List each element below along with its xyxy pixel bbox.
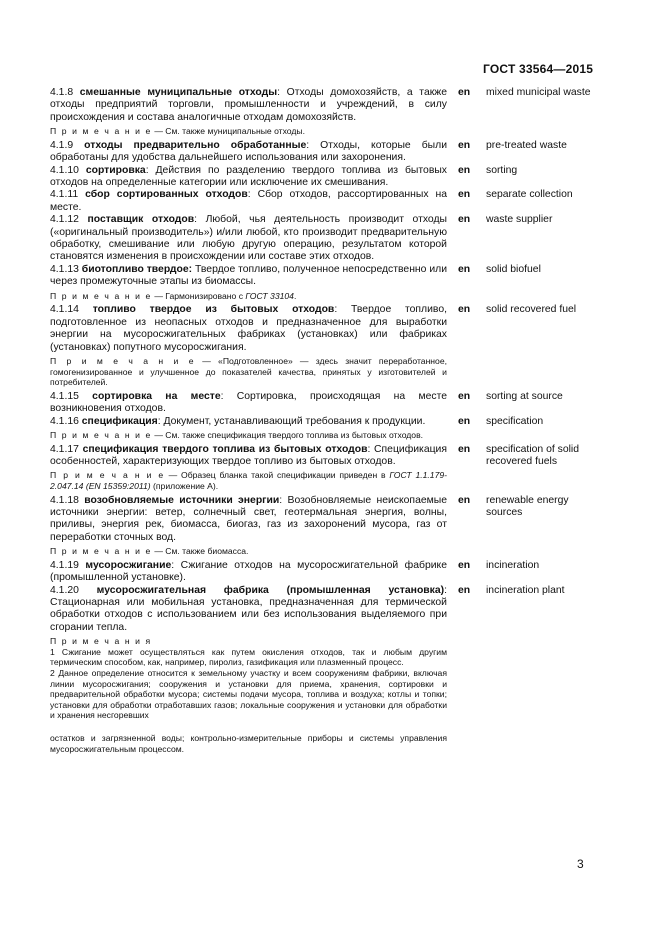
term-entry: [50, 391, 610, 416]
term-definition: 4.1.15 сортировка на месте: Сортировка, происходящая на месте возникновения отходов.: [50, 390, 447, 415]
term-name: смешанные муниципальные отходы: [79, 87, 278, 98]
term-entry: [50, 304, 610, 354]
standard-header: ГОСТ 33564—2015: [483, 62, 594, 76]
notes-title: П р и м е ч а н и я: [50, 636, 152, 647]
lang-tag: en: [458, 584, 471, 596]
english-term: incineration plant: [486, 584, 565, 596]
english-term: solid recovered fuel: [486, 304, 577, 316]
english-term: specification: [486, 415, 544, 427]
page-number: 3: [577, 857, 584, 871]
term-name: поставщик отходов: [87, 214, 195, 226]
term-note: П р и м е ч а н и е — Образец бланка такой спецификации приведен в ГОСТ 1.1.179-2.047.14 (EN 15359:2011) (приложение А).: [50, 470, 448, 491]
term-note: П р и м е ч а н и е — См. также спецификация твердого топлива из бытовых отходов.: [50, 429, 424, 440]
english-term: sorting at source: [486, 390, 563, 402]
lang-tag: en: [458, 87, 471, 98]
term-definition: 4.1.12 поставщик отходов: Любой, чья деятельность производит отходы («оригинальный производитель») и/или любой, кто производит предварительную обработку, смешивание или любую другую операцию, результатом которой становятся изменения в происхождении или составе этих отходов.: [50, 214, 447, 263]
english-term: renewable energy sources: [486, 494, 569, 518]
term-definition: 4.1.20 мусоросжигательная фабрика (промышленная установка): Стационарная или мобильная установка, предназначенная для термической обработки отходов с использованием или без использования выделяемого при сгорании тепла.: [50, 584, 448, 633]
term-entry: [50, 87, 610, 124]
term-name: мусоросжигание: [85, 559, 172, 571]
term-name: спецификация: [81, 415, 158, 427]
lang-tag: en: [458, 415, 471, 427]
term-definition: 4.1.17 спецификация твердого топлива из бытовых отходов: Спецификация особенностей, характеризующих твердое топливо из бытовых отходов.: [50, 443, 447, 467]
final-notes: [50, 636, 447, 754]
document-body: [50, 87, 610, 754]
term-note: П р и м е ч а н и е — См. также биомасса.: [50, 546, 249, 557]
term-entry: [50, 444, 610, 469]
lang-tag: en: [458, 139, 471, 151]
english-term: incineration: [486, 559, 540, 571]
term-entry: [50, 189, 610, 214]
term-name: сбор сортированных отходов: [85, 189, 248, 201]
term-name: сортировка: [85, 164, 146, 176]
term-definition: 4.1.19 мусоросжигание: Сжигание отходов на мусоросжигательной фабрике (промышленной установке).: [50, 559, 447, 584]
lang-tag: en: [458, 390, 471, 402]
term-entry: [50, 585, 610, 635]
term-note: П р и м е ч а н и е — «Подготовленное» — здесь значит переработанное, гомогенизированное и улучшенное до показателей качества, принятых у изготовителей и потребителей.: [50, 355, 448, 388]
term-entry: [50, 495, 610, 545]
term-definition: 4.1.16 спецификация: Документ, устанавливающий требования к продукции.: [50, 415, 426, 427]
english-term: sorting: [486, 164, 518, 176]
term-definition: 4.1.9 отходы предварительно обработанные: Отходы, которые были обработаны для удобства дальнейшего использования или захоронения.: [50, 139, 447, 164]
lang-tag: en: [458, 164, 471, 176]
lang-tag: en: [458, 494, 471, 506]
term-name: топливо твердое из бытовых отходов: [92, 304, 335, 316]
note-2b: остатков и загрязненной воды; контрольно-измерительные приборы и системы управления мусоросжигательным процессом.: [50, 732, 447, 754]
term-definition: 4.1.8 смешанные муниципальные отходы: Отходы домохозяйств, а также отходы предприятий торговли, промышленности и учреждений, в силу происхождения и состава аналогичные отходам домохозяйств.: [50, 87, 448, 123]
term-name: сортировка на месте: [92, 390, 221, 402]
english-term: specification of solid recovered fuels: [486, 443, 579, 467]
english-term: mixed municipal waste: [486, 87, 591, 98]
lang-tag: en: [458, 263, 471, 275]
note-1: 1 Сжигание может осуществляться как путем окисления отходов, так и любым другим термическим способом, как, например, пиролиз, газификация или плазменный процесс.: [50, 646, 447, 668]
english-term: waste supplier: [486, 214, 553, 226]
term-entry: [50, 214, 610, 264]
term-entry: [50, 165, 610, 190]
term-definition: 4.1.18 возобновляемые источники энергии: Возобновляемые неископаемые источники энергии: ветер, солнечный свет, геотермальная энергия, волны, приливы, энергия рек, биомасса, биогаз, газ из захоронений мусора, газ от переработки сточных вод.: [50, 494, 448, 543]
lang-tag: en: [458, 189, 471, 201]
term-definition: 4.1.10 сортировка: Действия по разделению твердого топлива из бытовых отходов на определенные категории или исключение их смешивания.: [50, 164, 448, 189]
term-definition: 4.1.11 сбор сортированных отходов: Сбор отходов, рассортированных на месте.: [50, 189, 447, 213]
lang-tag: en: [458, 304, 471, 316]
english-term: pre-treated waste: [486, 139, 567, 151]
note-2a: 2 Данное определение относится к земельному участку и всем сооружениям фабрики, включая линии мусоросжигания; сооружения и установки для приема, хранения, сортировки и предварительной обработки мусора; системы подачи мусора, топлива и воздуха; котлы и топки; установки для обработки отработавших газов; локальные сооружения и установки для обработки и хранения несгоревших: [50, 667, 447, 721]
term-definition: 4.1.13 биотопливо твердое: Твердое топливо, полученное непосредственно или через промежуточные этапы из биомассы.: [50, 263, 448, 288]
term-name: биотопливо твердое:: [81, 263, 193, 275]
lang-tag: en: [458, 443, 471, 455]
term-note: П р и м е ч а н и е — См. также муниципальные отходы.: [50, 126, 305, 137]
term-name: мусоросжигательная фабрика (промышленная установка): [96, 584, 445, 596]
term-name: возобновляемые источники энергии: [84, 494, 280, 506]
english-term: solid biofuel: [486, 263, 541, 275]
term-entry: [50, 140, 610, 165]
term-entry: [50, 264, 610, 289]
term-name: спецификация твердого топлива из бытовых отходов: [82, 443, 368, 455]
term-entry: [50, 416, 610, 428]
term-name: отходы предварительно обработанные: [84, 139, 307, 151]
term-definition: 4.1.14 топливо твердое из бытовых отходов: Твердое топливо, подготовленное из неопасных отходов и предназначенное для выработки энергии на мусоросжигательных фабриках (установках) или фабриках (установках) попутного мусоросжигания.: [50, 304, 447, 353]
lang-tag: en: [458, 214, 471, 226]
lang-tag: en: [458, 559, 471, 571]
english-term: separate collection: [486, 189, 573, 201]
term-note: П р и м е ч а н и е — Гармонизировано с ГОСТ 33104.: [50, 290, 297, 301]
term-entry: [50, 560, 610, 585]
